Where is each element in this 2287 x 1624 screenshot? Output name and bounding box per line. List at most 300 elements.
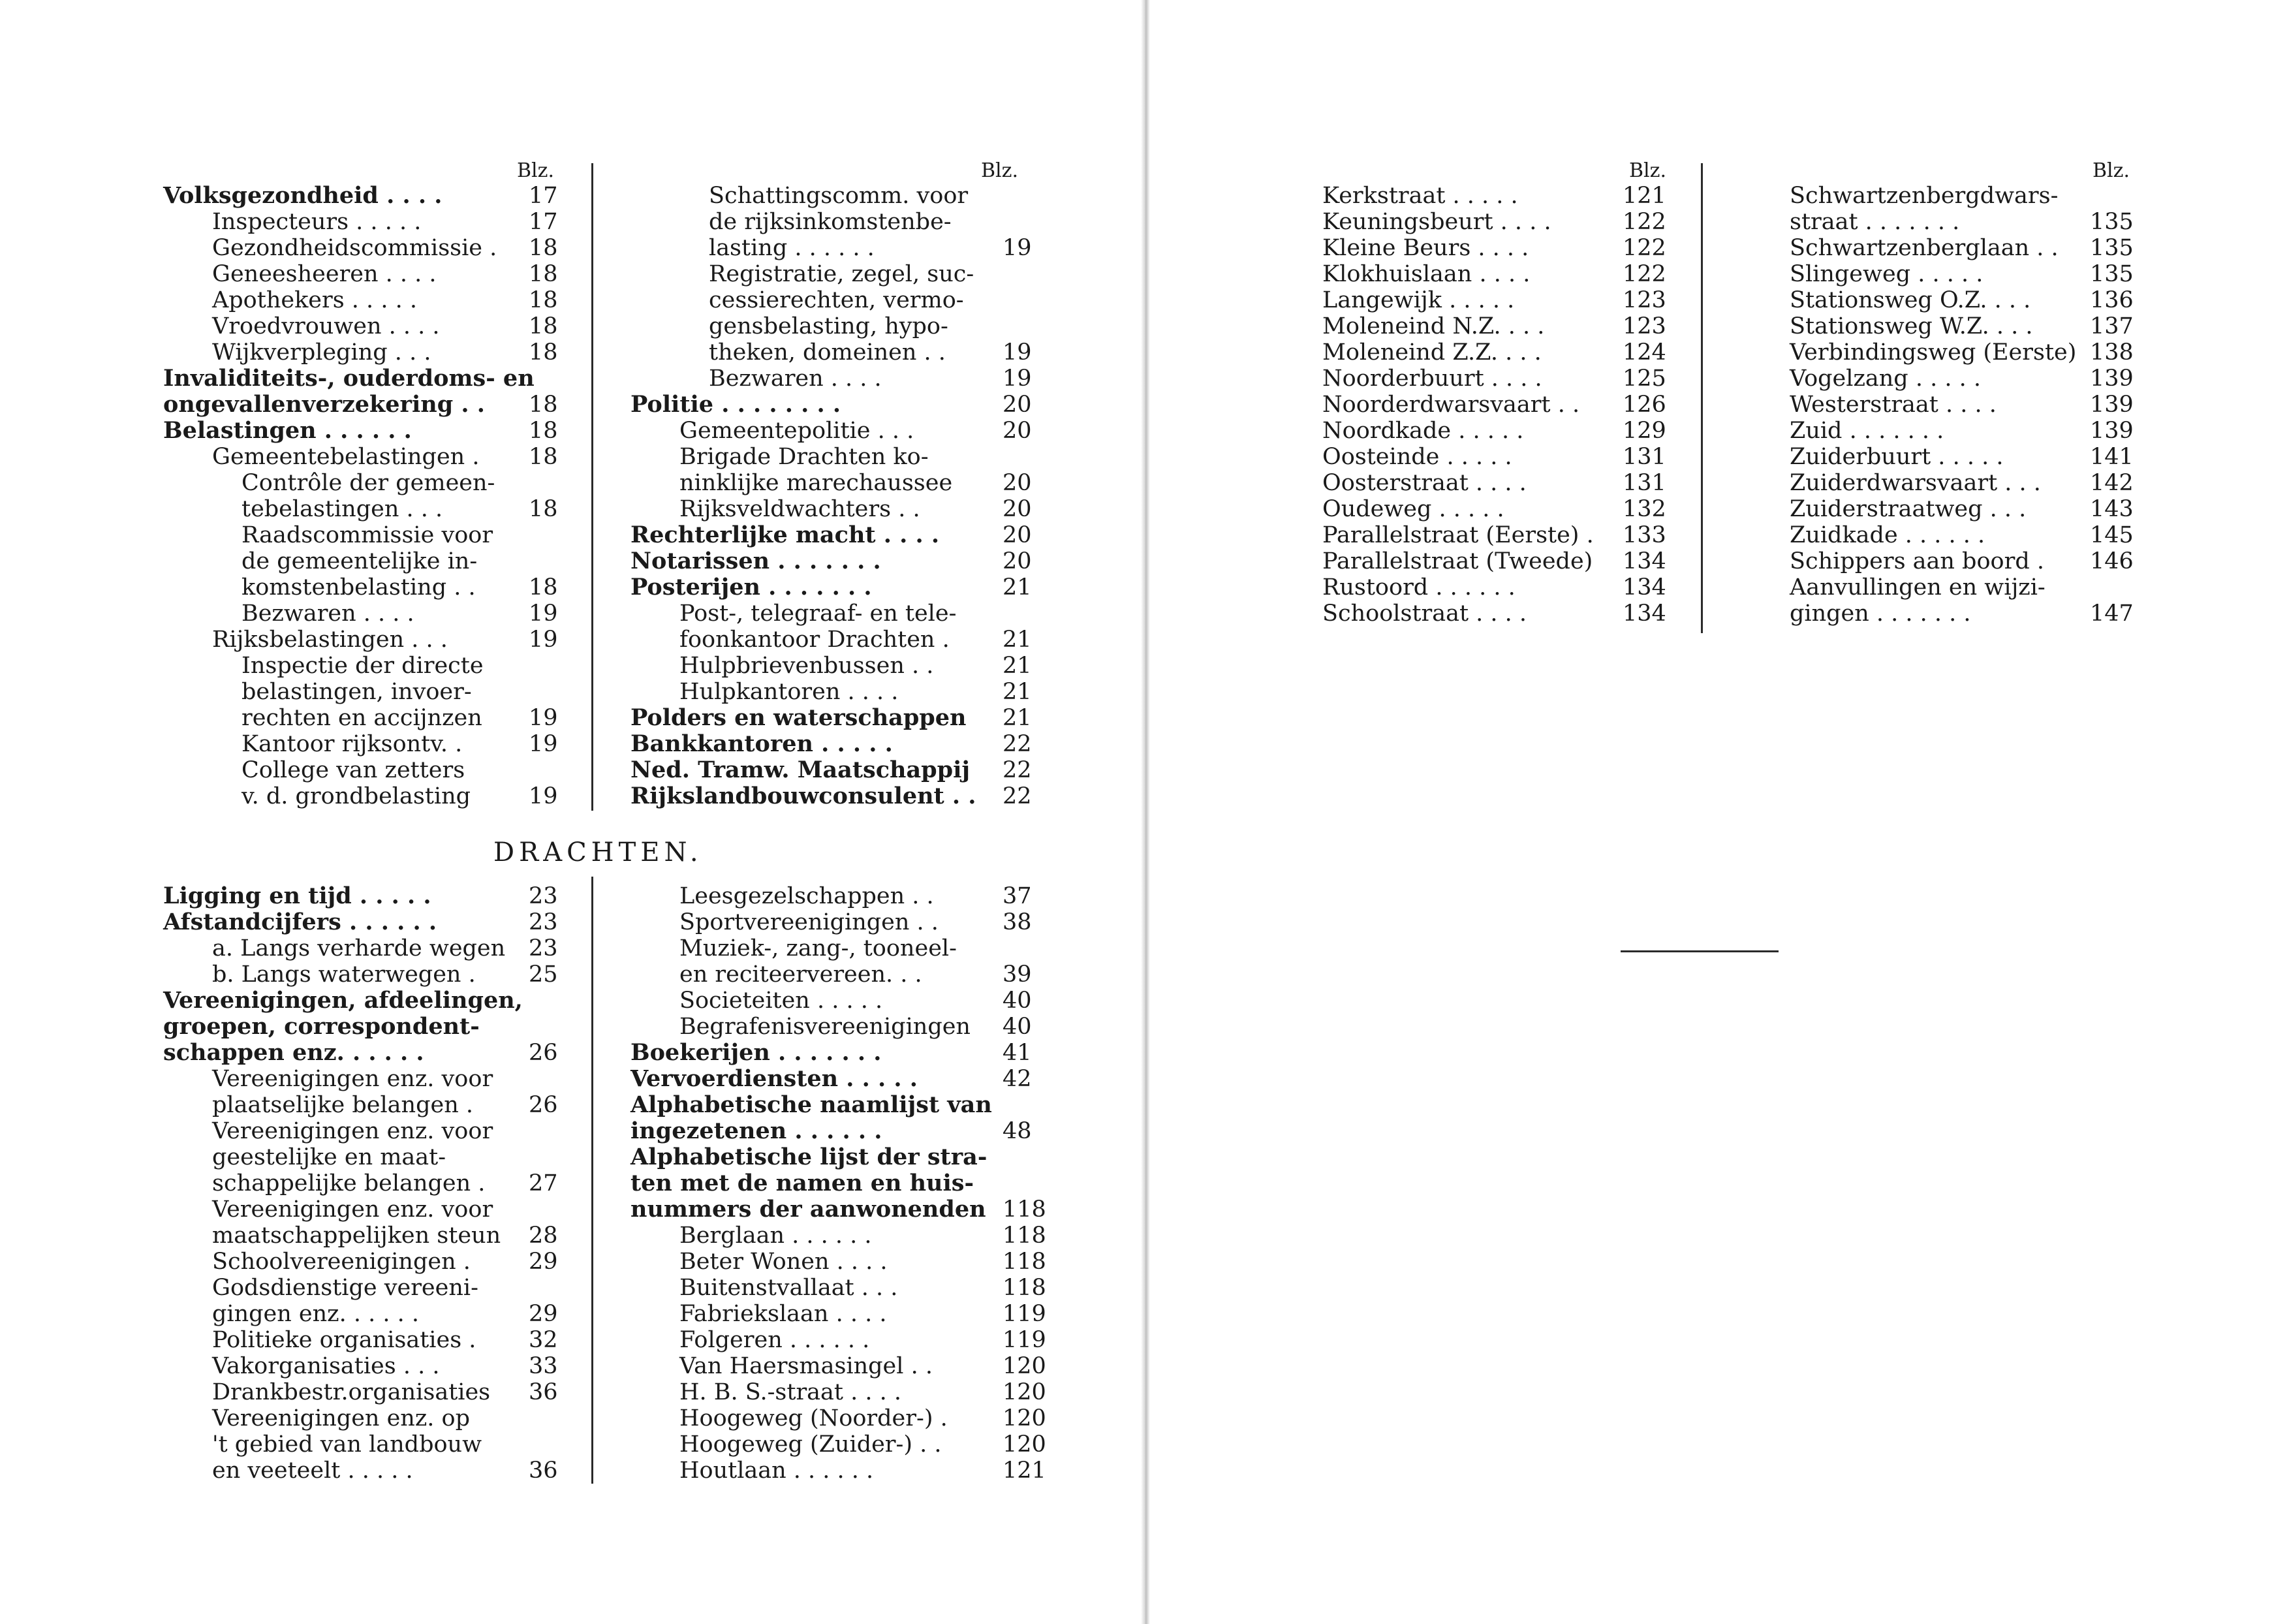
toc-entry-title: Folgeren . . . . . .	[679, 1327, 870, 1353]
toc-entry	[1322, 392, 1668, 418]
toc-entry-page: 119	[1003, 1327, 1046, 1353]
toc-entry-page: 139	[2090, 366, 2134, 392]
toc-entry	[630, 339, 1048, 366]
toc-entry	[163, 1353, 568, 1379]
toc-entry-title: Hoogeweg (Noorder-) .	[679, 1405, 948, 1431]
toc-entry-page: 48	[1003, 1118, 1032, 1144]
toc-entry-page: 21	[1003, 574, 1032, 601]
toc-entry	[630, 209, 1048, 235]
toc-entry-page: 124	[1623, 339, 1666, 366]
toc-entry	[1790, 601, 2136, 627]
toc-entry-page: 141	[2090, 444, 2134, 470]
toc-entry	[630, 601, 1048, 627]
toc-entry	[1322, 366, 1668, 392]
toc-entry-title: lasting . . . . . .	[709, 235, 875, 261]
toc-entry	[163, 653, 568, 679]
toc-entry	[163, 1275, 568, 1301]
toc-entry-page: 145	[2090, 522, 2134, 548]
toc-entry	[1790, 287, 2136, 313]
toc-entry	[163, 1301, 568, 1327]
toc-entry-title: Noorderbuurt . . . .	[1322, 366, 1542, 392]
toc-entry-page: 139	[2090, 418, 2134, 444]
toc-entry-title: Boekerijen . . . . . . .	[630, 1039, 882, 1066]
toc-entry-page: 18	[529, 287, 558, 313]
toc-entry-title: Hulpkantoren . . . .	[679, 679, 899, 705]
toc-entry	[1322, 418, 1668, 444]
toc-entry-page: 118	[1003, 1196, 1046, 1223]
toc-entry-title: Sportvereenigingen . .	[679, 909, 939, 935]
column-divider-right	[1701, 163, 1703, 633]
toc-entry-title: Langewijk . . . . .	[1322, 287, 1515, 313]
toc-entry	[630, 496, 1048, 522]
toc-entry-page: 135	[2090, 235, 2134, 261]
toc-entry	[1322, 548, 1668, 574]
toc-entry	[163, 392, 568, 418]
toc-entry-title: b. Langs waterwegen .	[212, 961, 476, 988]
toc-entry-title: Bezwaren . . . .	[709, 366, 882, 392]
toc-entry-page: 136	[2090, 287, 2134, 313]
toc-entry	[163, 522, 568, 548]
blz-header-col2: Blz.	[981, 159, 1018, 182]
toc-entry	[630, 909, 1048, 935]
toc-entry-page: 23	[529, 883, 558, 909]
toc-entry-page: 19	[529, 783, 558, 809]
toc-entry	[163, 705, 568, 731]
toc-entry	[630, 627, 1048, 653]
toc-entry	[1790, 366, 2136, 392]
toc-entry-title: Parallelstraat (Eerste) .	[1322, 522, 1594, 548]
toc-entry	[163, 470, 568, 496]
toc-entry	[163, 261, 568, 287]
toc-entry-title: ingezetenen . . . . . .	[630, 1117, 882, 1144]
toc-entry	[1790, 339, 2136, 366]
toc-column-3	[163, 883, 568, 1484]
toc-entry-page: 18	[529, 339, 558, 366]
toc-entry	[1790, 313, 2136, 339]
toc-entry-page: 23	[529, 935, 558, 961]
toc-entry	[163, 679, 568, 705]
toc-entry-title: Bankkantoren . . . . .	[630, 730, 893, 757]
toc-entry-page: 38	[1003, 909, 1032, 935]
toc-entry-page: 120	[1003, 1405, 1046, 1431]
toc-entry	[163, 1092, 568, 1118]
toc-entry	[1790, 183, 2136, 209]
toc-entry	[1790, 209, 2136, 235]
toc-entry	[1790, 261, 2136, 287]
toc-entry-page: 20	[1003, 470, 1032, 496]
toc-entry-page: 131	[1623, 470, 1666, 496]
toc-entry	[163, 418, 568, 444]
toc-entry	[1790, 444, 2136, 470]
toc-entry-title: ten met de namen en huis-	[630, 1170, 974, 1196]
toc-entry-title: Beter Wonen . . . .	[679, 1249, 888, 1275]
toc-entry-page: 18	[529, 574, 558, 601]
toc-entry-page: 36	[529, 1379, 558, 1405]
toc-entry-title: Societeiten . . . . .	[679, 988, 883, 1014]
toc-entry-page: 118	[1003, 1223, 1046, 1249]
toc-entry-title: Inspecteurs . . . . .	[212, 209, 422, 235]
toc-entry-title: 't gebied van landbouw	[212, 1431, 482, 1458]
toc-column-4	[630, 883, 1048, 1484]
closing-rule	[1621, 950, 1779, 952]
toc-entry-title: Noorderdwarsvaart . .	[1322, 392, 1580, 418]
toc-entry-page: 19	[1003, 235, 1032, 261]
toc-entry-title: gingen . . . . . . .	[1790, 601, 1971, 627]
toc-entry-page: 40	[1003, 988, 1032, 1014]
toc-entry	[630, 1092, 1048, 1118]
toc-entry-title: Gezondheidscommissie .	[212, 235, 497, 261]
toc-column-1	[163, 183, 568, 809]
toc-entry-page: 36	[529, 1458, 558, 1484]
toc-entry	[630, 1431, 1048, 1458]
toc-entry-page: 134	[1623, 601, 1666, 627]
toc-entry	[630, 1301, 1048, 1327]
toc-entry	[1322, 522, 1668, 548]
toc-entry-title: Schoolvereenigingen .	[212, 1249, 471, 1275]
toc-entry-page: 26	[529, 1040, 558, 1066]
toc-entry-page: 123	[1623, 287, 1666, 313]
toc-column-6	[1790, 183, 2136, 627]
toc-entry-title: Alphabetische naamlijst van	[630, 1091, 992, 1118]
toc-entry-title: Zuidkade . . . . . .	[1790, 522, 1985, 548]
toc-entry-title: College van zetters	[241, 757, 465, 783]
toc-entry-page: 20	[1003, 418, 1032, 444]
toc-entry	[630, 418, 1048, 444]
toc-entry-page: 119	[1003, 1301, 1046, 1327]
toc-entry	[163, 574, 568, 601]
toc-entry-page: 137	[2090, 313, 2134, 339]
toc-entry-title: ninklijke marechaussee	[679, 470, 953, 496]
toc-entry-title: Vereenigingen enz. voor	[212, 1118, 493, 1144]
toc-entry	[1790, 392, 2136, 418]
toc-entry-title: Fabriekslaan . . . .	[679, 1301, 887, 1327]
toc-entry	[630, 235, 1048, 261]
toc-entry-title: Westerstraat . . . .	[1790, 392, 1997, 418]
toc-entry	[163, 444, 568, 470]
toc-entry-page: 19	[529, 627, 558, 653]
toc-entry	[630, 1170, 1048, 1196]
toc-entry-title: Muziek-, zang-, tooneel-	[679, 935, 957, 961]
toc-entry-title: schappelijke belangen .	[212, 1170, 486, 1196]
toc-entry-title: Bezwaren . . . .	[241, 601, 414, 627]
toc-entry-title: en reciteervereen. . .	[679, 961, 922, 988]
toc-entry	[163, 183, 568, 209]
toc-entry	[1322, 339, 1668, 366]
toc-entry-title: Wijkverpleging . . .	[212, 339, 431, 366]
toc-entry-page: 122	[1623, 209, 1666, 235]
toc-entry-title: Hoogeweg (Zuider-) . .	[679, 1431, 942, 1458]
toc-entry-page: 18	[529, 496, 558, 522]
toc-entry-page: 19	[529, 705, 558, 731]
toc-entry-title: gingen enz. . . . . .	[212, 1301, 419, 1327]
toc-entry	[630, 1327, 1048, 1353]
toc-entry-page: 118	[1003, 1249, 1046, 1275]
toc-entry-page: 121	[1623, 183, 1666, 209]
toc-entry-title: Schattingscomm. voor	[709, 183, 969, 209]
toc-entry	[163, 988, 568, 1014]
toc-entry-page: 22	[1003, 731, 1032, 757]
toc-entry-title: Vereenigingen enz. op	[212, 1405, 471, 1431]
toc-entry	[630, 679, 1048, 705]
toc-entry	[1322, 574, 1668, 601]
toc-entry-page: 20	[1003, 392, 1032, 418]
toc-entry-page: 132	[1623, 496, 1666, 522]
toc-entry-page: 18	[529, 313, 558, 339]
toc-entry-page: 146	[2090, 548, 2134, 574]
toc-entry	[163, 1040, 568, 1066]
toc-entry-title: Vereenigingen enz. voor	[212, 1196, 493, 1223]
toc-entry-page: 143	[2090, 496, 2134, 522]
toc-entry	[630, 783, 1048, 809]
toc-entry	[163, 287, 568, 313]
toc-entry-page: 120	[1003, 1353, 1046, 1379]
toc-entry-title: Polders en waterschappen	[630, 704, 967, 731]
toc-entry-title: v. d. grondbelasting	[241, 783, 471, 809]
toc-entry-title: Drankbestr.organisaties	[212, 1379, 491, 1405]
toc-entry-page: 19	[529, 601, 558, 627]
toc-entry-page: 22	[1003, 757, 1032, 783]
toc-entry-page: 135	[2090, 261, 2134, 287]
toc-entry	[630, 1275, 1048, 1301]
toc-entry	[630, 470, 1048, 496]
toc-entry-page: 41	[1003, 1040, 1032, 1066]
toc-entry-page: 139	[2090, 392, 2134, 418]
toc-entry-title: Stationsweg O.Z. . . .	[1790, 287, 2031, 313]
toc-entry	[630, 1066, 1048, 1092]
toc-entry	[163, 339, 568, 366]
toc-entry	[163, 783, 568, 809]
toc-entry	[1322, 183, 1668, 209]
toc-entry-page: 123	[1623, 313, 1666, 339]
toc-entry-title: Kerkstraat . . . . .	[1322, 183, 1518, 209]
toc-entry-title: Oosterstraat . . . .	[1322, 470, 1527, 496]
toc-entry	[630, 1249, 1048, 1275]
toc-entry	[1790, 418, 2136, 444]
toc-entry-title: Zuid . . . . . . .	[1790, 418, 1944, 444]
toc-entry-title: Klokhuislaan . . . .	[1322, 261, 1531, 287]
toc-entry	[630, 883, 1048, 909]
toc-entry	[163, 1249, 568, 1275]
toc-entry	[630, 1144, 1048, 1170]
toc-entry-page: 37	[1003, 883, 1032, 909]
toc-entry-page: 21	[1003, 705, 1032, 731]
toc-entry-title: Politie . . . . . . . .	[630, 391, 841, 418]
toc-entry-title: Stationsweg W.Z. . . .	[1790, 313, 2033, 339]
toc-entry	[163, 961, 568, 988]
toc-entry-page: 133	[1623, 522, 1666, 548]
toc-entry	[1790, 496, 2136, 522]
toc-entry-title: Afstandcijfers . . . . . .	[163, 909, 437, 935]
toc-entry-title: H. B. S.-straat . . . .	[679, 1379, 901, 1405]
toc-entry-title: Schoolstraat . . . .	[1322, 601, 1527, 627]
toc-entry-page: 134	[1623, 574, 1666, 601]
toc-entry	[163, 1327, 568, 1353]
toc-entry	[630, 961, 1048, 988]
toc-entry-title: en veeteelt . . . . .	[212, 1458, 413, 1484]
toc-entry	[163, 1431, 568, 1458]
toc-entry-title: Vogelzang . . . . .	[1790, 366, 1981, 392]
toc-entry-title: Post-, telegraaf- en tele-	[679, 601, 957, 627]
toc-entry-page: 23	[529, 909, 558, 935]
toc-entry-title: Rijkslandbouwconsulent . .	[630, 783, 976, 809]
toc-entry-page: 118	[1003, 1275, 1046, 1301]
toc-entry-title: a. Langs verharde wegen	[212, 935, 506, 961]
toc-entry	[630, 1353, 1048, 1379]
toc-entry-page: 19	[1003, 339, 1032, 366]
toc-entry-title: Schwartzenbergdwars-	[1790, 183, 2059, 209]
toc-entry-title: de gemeentelijke in-	[241, 548, 478, 574]
toc-entry-title: Keuningsbeurt . . . .	[1322, 209, 1551, 235]
toc-entry	[163, 1458, 568, 1484]
toc-entry-title: Politieke organisaties .	[212, 1327, 476, 1353]
toc-entry	[163, 1379, 568, 1405]
blz-header-col1: Blz.	[517, 159, 554, 182]
toc-entry-page: 20	[1003, 496, 1032, 522]
toc-entry	[1790, 470, 2136, 496]
toc-entry	[630, 366, 1048, 392]
toc-entry	[630, 574, 1048, 601]
blz-header-col5: Blz.	[1629, 159, 1666, 182]
toc-entry-title: Zuiderbuurt . . . . .	[1790, 444, 2004, 470]
toc-entry-page: 27	[529, 1170, 558, 1196]
toc-entry-title: Ned. Tramw. Maatschappij	[630, 757, 971, 783]
toc-entry-page: 39	[1003, 961, 1032, 988]
toc-entry-title: Contrôle der gemeen-	[241, 470, 495, 496]
toc-entry	[630, 1040, 1048, 1066]
toc-entry-title: Buitenstvallaat . . .	[679, 1275, 898, 1301]
toc-entry	[163, 883, 568, 909]
toc-entry-title: Inspectie der directe	[241, 653, 484, 679]
toc-entry	[1790, 548, 2136, 574]
toc-entry	[630, 1458, 1048, 1484]
toc-entry-page: 122	[1623, 261, 1666, 287]
toc-entry-title: Zuiderstraatweg . . .	[1790, 496, 2027, 522]
toc-entry-title: theken, domeinen . .	[709, 339, 946, 366]
toc-entry	[163, 1014, 568, 1040]
toc-entry	[163, 209, 568, 235]
toc-entry	[163, 1170, 568, 1196]
toc-entry-title: komstenbelasting . .	[241, 574, 476, 601]
toc-entry-title: Belastingen . . . . . .	[163, 417, 412, 444]
toc-entry-title: Alphabetische lijst der stra-	[630, 1144, 988, 1170]
toc-entry	[630, 935, 1048, 961]
toc-entry	[163, 1144, 568, 1170]
toc-entry-title: Oosteinde . . . . .	[1322, 444, 1512, 470]
toc-entry-title: schappen enz. . . . . .	[163, 1039, 424, 1066]
toc-entry	[163, 601, 568, 627]
toc-entry-title: Rustoord . . . . . .	[1322, 574, 1516, 601]
toc-entry-page: 28	[529, 1223, 558, 1249]
toc-entry-page: 19	[529, 731, 558, 757]
toc-entry	[1322, 261, 1668, 287]
toc-entry-page: 40	[1003, 1014, 1032, 1040]
column-divider-upper	[591, 163, 593, 811]
toc-entry	[630, 261, 1048, 287]
toc-entry	[630, 548, 1048, 574]
toc-entry-title: plaatselijke belangen .	[212, 1092, 473, 1118]
toc-entry	[1322, 313, 1668, 339]
toc-entry-page: 18	[529, 235, 558, 261]
toc-entry-page: 29	[529, 1301, 558, 1327]
toc-entry-title: Aanvullingen en wijzi-	[1790, 574, 2046, 601]
toc-entry	[163, 1405, 568, 1431]
toc-column-5	[1322, 183, 1668, 627]
toc-entry-page: 121	[1003, 1458, 1046, 1484]
toc-entry-page: 20	[1003, 548, 1032, 574]
toc-entry-page: 29	[529, 1249, 558, 1275]
toc-entry-title: Schippers aan boord .	[1790, 548, 2044, 574]
toc-entry	[163, 627, 568, 653]
toc-entry-page: 21	[1003, 653, 1032, 679]
toc-entry-title: Vakorganisaties . . .	[212, 1353, 440, 1379]
toc-entry	[630, 392, 1048, 418]
toc-entry	[630, 1223, 1048, 1249]
toc-entry-title: Kantoor rijksontv. .	[241, 731, 463, 757]
toc-entry	[163, 935, 568, 961]
toc-entry-title: Ligging en tijd . . . . .	[163, 882, 431, 909]
toc-entry-title: Verbindingsweg (Eerste)	[1790, 339, 2077, 366]
toc-entry-page: 125	[1623, 366, 1666, 392]
toc-entry-title: belastingen, invoer-	[241, 679, 472, 705]
toc-entry-page: 138	[2090, 339, 2134, 366]
toc-entry	[630, 1196, 1048, 1223]
toc-entry-page: 18	[529, 418, 558, 444]
toc-entry	[1790, 522, 2136, 548]
toc-entry-title: Registratie, zegel, suc-	[709, 261, 974, 287]
toc-entry	[163, 1223, 568, 1249]
toc-entry-page: 25	[529, 961, 558, 988]
toc-entry-page: 18	[529, 261, 558, 287]
toc-entry-title: nummers der aanwonenden	[630, 1196, 986, 1223]
toc-entry-title: Schwartzenberglaan . .	[1790, 235, 2059, 261]
toc-entry	[630, 1014, 1048, 1040]
toc-entry	[163, 1118, 568, 1144]
toc-entry-title: Geneesheeren . . . .	[212, 261, 437, 287]
toc-entry	[630, 522, 1048, 548]
toc-entry	[163, 366, 568, 392]
toc-entry	[630, 1118, 1048, 1144]
toc-entry	[630, 287, 1048, 313]
toc-entry	[1322, 470, 1668, 496]
toc-entry-page: 17	[529, 209, 558, 235]
toc-entry-page: 135	[2090, 209, 2134, 235]
toc-entry-title: Moleneind Z.Z. . . .	[1322, 339, 1542, 366]
toc-entry-title: Raadscommissie voor	[241, 522, 493, 548]
toc-entry-title: straat . . . . . . .	[1790, 209, 1960, 235]
toc-entry	[630, 183, 1048, 209]
toc-entry	[630, 705, 1048, 731]
toc-entry-title: Rijksveldwachters . .	[679, 496, 920, 522]
toc-entry-page: 17	[529, 183, 558, 209]
section-heading: DRACHTEN.	[493, 837, 703, 867]
toc-entry-page: 131	[1623, 444, 1666, 470]
toc-entry-title: Van Haersmasingel . .	[679, 1353, 933, 1379]
toc-entry-title: cessierechten, vermo-	[709, 287, 964, 313]
toc-entry	[1322, 496, 1668, 522]
toc-entry-page: 142	[2090, 470, 2134, 496]
toc-entry-page: 126	[1623, 392, 1666, 418]
toc-entry-page: 18	[529, 444, 558, 470]
toc-entry-title: Slingeweg . . . . .	[1790, 261, 1984, 287]
toc-entry-page: 122	[1623, 235, 1666, 261]
toc-entry-page: 21	[1003, 627, 1032, 653]
toc-entry-page: 129	[1623, 418, 1666, 444]
toc-entry-title: Godsdienstige vereeni-	[212, 1275, 478, 1301]
toc-entry-title: Notarissen . . . . . . .	[630, 548, 881, 574]
toc-entry	[1790, 235, 2136, 261]
toc-entry-title: Gemeentebelastingen .	[212, 444, 480, 470]
book-gutter	[1141, 0, 1150, 1624]
